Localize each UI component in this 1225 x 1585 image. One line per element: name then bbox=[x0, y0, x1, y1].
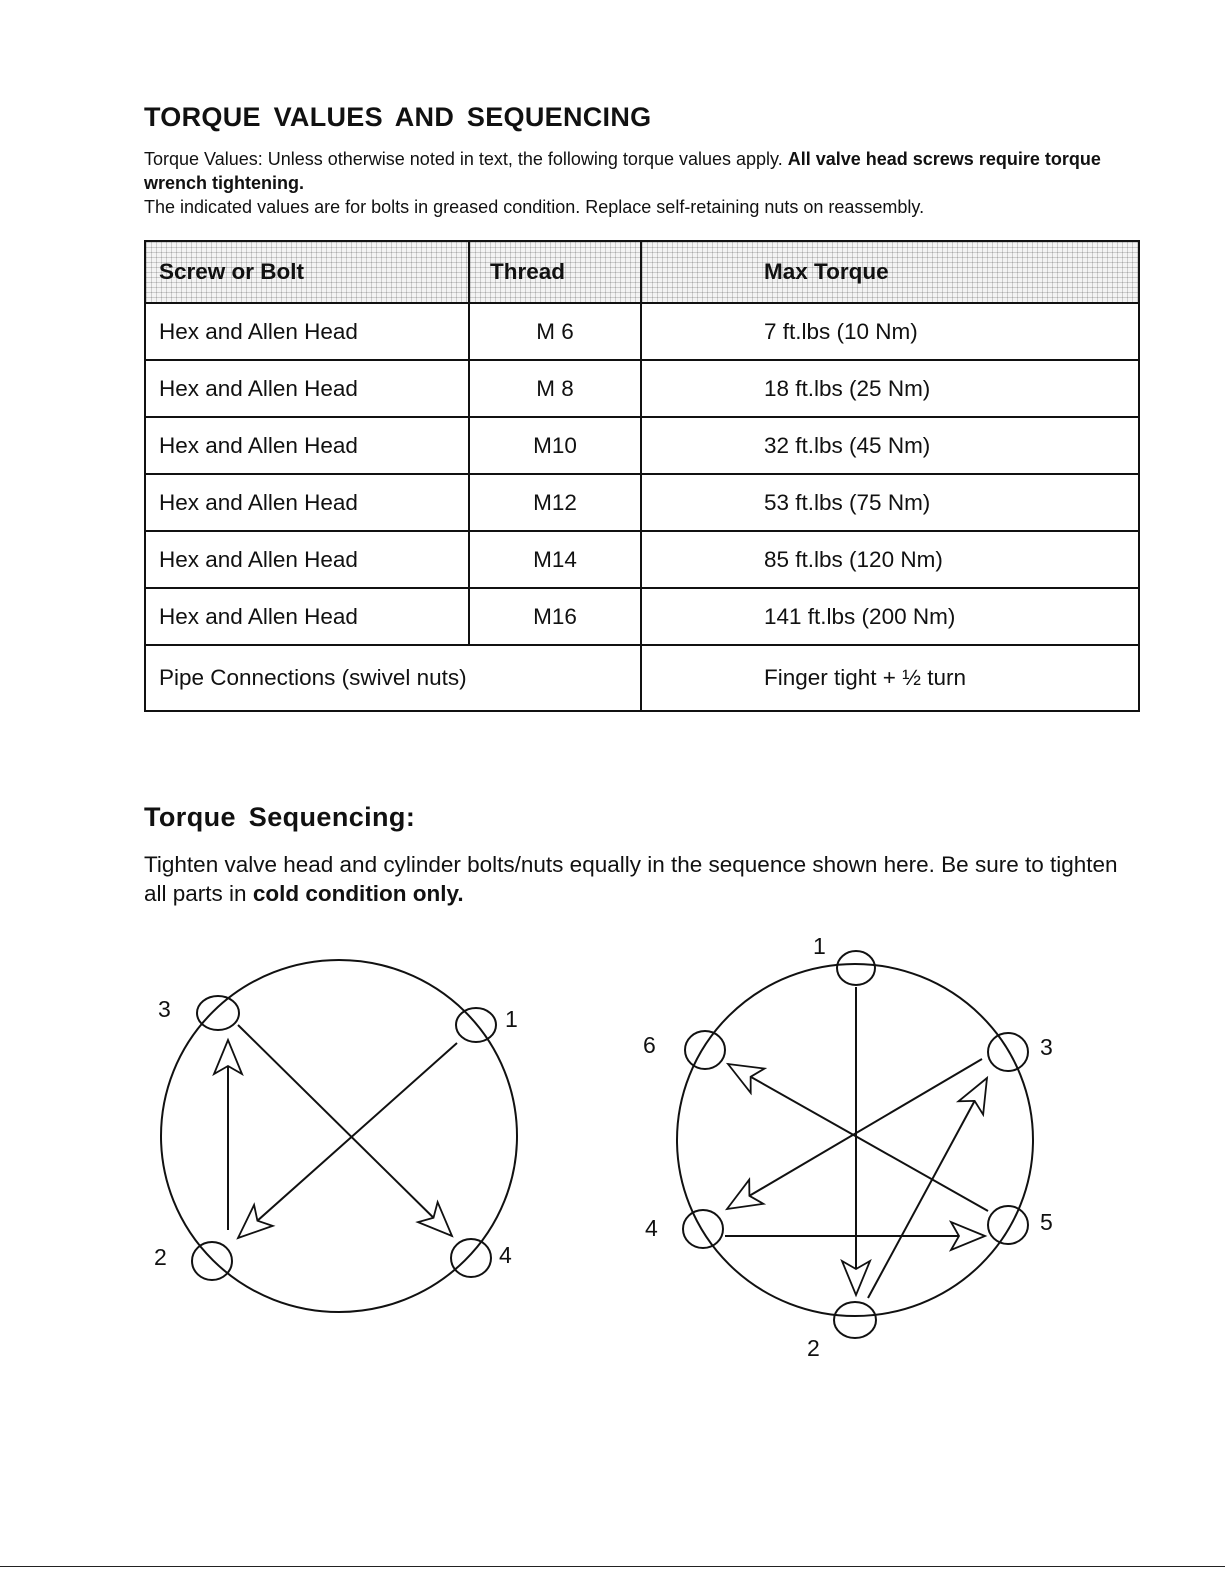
bolt-label-1: 1 bbox=[505, 1006, 518, 1032]
bolt-hole-3 bbox=[197, 996, 239, 1030]
cell-thread: M10 bbox=[469, 417, 641, 474]
bolt-hole-1 bbox=[837, 951, 875, 985]
six-bolt-pattern bbox=[677, 951, 1033, 1338]
cell-screw: Hex and Allen Head bbox=[145, 531, 469, 588]
bolt-hole-2 bbox=[192, 1242, 232, 1280]
bolt-hole-5 bbox=[988, 1206, 1028, 1244]
four-bolt-pattern bbox=[161, 960, 517, 1312]
bolt-label-2: 2 bbox=[154, 1244, 167, 1270]
intro-lead: Torque Values: Unless otherwise noted in text, the following torque values apply. bbox=[144, 149, 788, 169]
cell-screw: Hex and Allen Head bbox=[145, 588, 469, 645]
header-max-torque: Max Torque bbox=[641, 241, 1139, 303]
bolt-label-1: 1 bbox=[813, 933, 826, 959]
cell-pipe-torque: Finger tight + ½ turn bbox=[641, 645, 1139, 711]
cell-torque: 7 ft.lbs (10 Nm) bbox=[641, 303, 1139, 360]
sequence-arrow-2-to-3 bbox=[868, 1078, 987, 1298]
header-screw-or-bolt: Screw or Bolt bbox=[145, 241, 469, 303]
bolt-hole-3 bbox=[988, 1033, 1028, 1071]
bolt-label-2: 2 bbox=[807, 1335, 820, 1361]
cell-torque: 141 ft.lbs (200 Nm) bbox=[641, 588, 1139, 645]
bolt-label-4: 4 bbox=[645, 1215, 658, 1241]
cell-thread: M 6 bbox=[469, 303, 641, 360]
sequencing-text-body: Tighten valve head and cylinder bolts/nuts equally in the sequence shown here. Be sure to tighten all parts in bbox=[144, 852, 1118, 906]
sequence-arrow-3-to-4 bbox=[238, 1025, 452, 1236]
cell-torque: 53 ft.lbs (75 Nm) bbox=[641, 474, 1139, 531]
cell-thread: M16 bbox=[469, 588, 641, 645]
bolt-label-6: 6 bbox=[643, 1032, 656, 1058]
cell-screw: Hex and Allen Head bbox=[145, 474, 469, 531]
cell-pipe-connections: Pipe Connections (swivel nuts) bbox=[145, 645, 641, 711]
bolt-label-5: 5 bbox=[1040, 1209, 1053, 1235]
bolt-hole-4 bbox=[451, 1239, 491, 1277]
intro-bold: All valve head screws require torque wrench tightening. bbox=[144, 149, 1101, 193]
bolt-label-3: 3 bbox=[158, 996, 171, 1022]
bolt-hole-2 bbox=[834, 1302, 876, 1338]
cell-screw: Hex and Allen Head bbox=[145, 360, 469, 417]
page-bottom-rule bbox=[0, 1566, 1225, 1567]
cell-torque: 85 ft.lbs (120 Nm) bbox=[641, 531, 1139, 588]
page-title: TORQUE VALUES AND SEQUENCING bbox=[144, 102, 652, 132]
header-thread: Thread bbox=[469, 241, 641, 303]
cell-thread: M14 bbox=[469, 531, 641, 588]
cell-torque: 32 ft.lbs (45 Nm) bbox=[641, 417, 1139, 474]
bolt-label-4: 4 bbox=[499, 1242, 512, 1268]
cell-screw: Hex and Allen Head bbox=[145, 417, 469, 474]
bolt-label-3: 3 bbox=[1040, 1034, 1053, 1060]
cell-thread: M 8 bbox=[469, 360, 641, 417]
sequencing-title: Torque Sequencing: bbox=[144, 802, 416, 832]
cell-torque: 18 ft.lbs (25 Nm) bbox=[641, 360, 1139, 417]
intro-line2: The indicated values are for bolts in greased condition. Replace self-retaining nuts on reassembly. bbox=[144, 197, 925, 217]
bolt-hole-6 bbox=[685, 1031, 725, 1069]
cell-screw: Hex and Allen Head bbox=[145, 303, 469, 360]
sequencing-text-bold: cold condition only. bbox=[252, 881, 464, 906]
sequence-arrow-5-to-6 bbox=[728, 1064, 988, 1211]
bolt-hole-4 bbox=[683, 1210, 723, 1248]
cell-thread: M12 bbox=[469, 474, 641, 531]
